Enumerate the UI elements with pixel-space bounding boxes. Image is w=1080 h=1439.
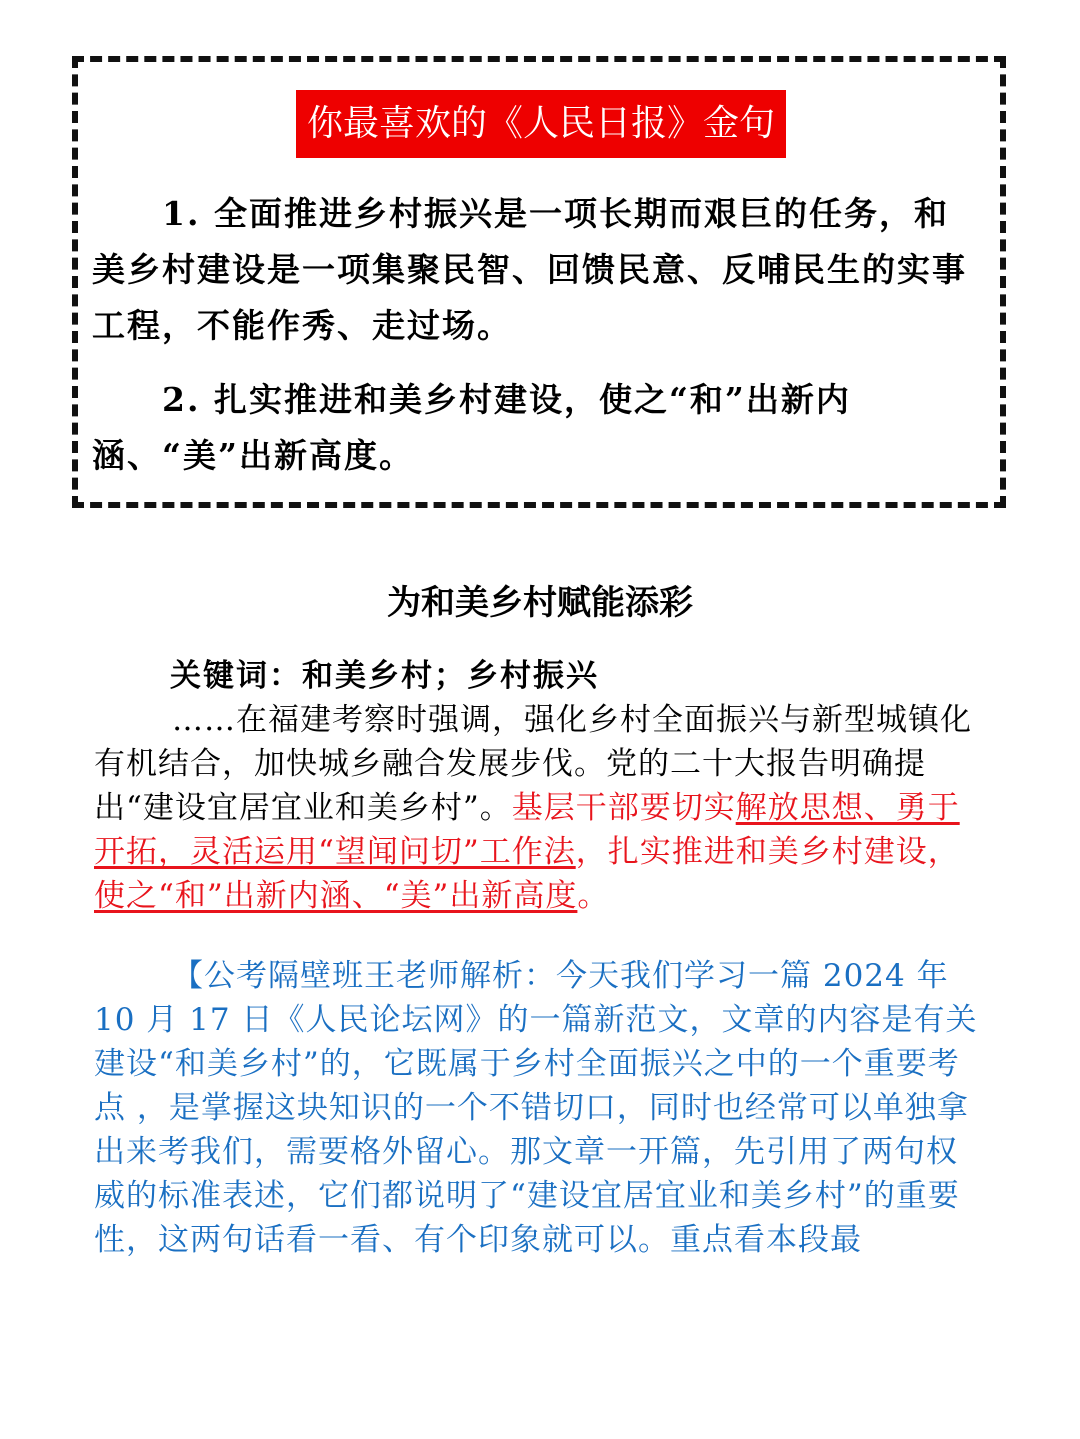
quote-2: 2. 扎实推进和美乡村建设，使之“和”出新内涵、“美”出新高度。	[92, 380, 851, 475]
article-title: 为和美乡村赋能添彩	[387, 583, 693, 623]
emphasis-text: 基层干部要切实	[511, 790, 736, 826]
underlined-emphasis-text: 使之“和”出新内涵、“美”出新高度	[94, 878, 578, 914]
emphasis-text: ，扎实推进和美乡村建设，	[575, 834, 960, 870]
article-keywords: 关键词：和美乡村；乡村振兴	[170, 658, 599, 694]
teacher-analysis: 【公考隔壁班王老师解析：今天我们学习一篇 2024 年 10 月 17 日《人民论坛网》的一篇新范文，文章的内容是有关建设“和美乡村”的，它既属于乡村全面振兴之中的一个重要考点 ，是掌握这块知识的一个不错切口，同时也经常可以单独拿出来考我们，需要格外留心。那文章一开篇，先引用了两句权威的标准表述，它们都说明了“建设宜居宜业和美乡村”的重要性，这两句话看一看、有个印象就可以。重点看本段最	[94, 958, 978, 1258]
emphasis-text: 。	[577, 878, 610, 914]
underlined-emphasis-text: 解放思想、勇于开拓，灵活运用“望闻问切”工作法	[94, 790, 960, 870]
paragraph-text: ……在福建考察时强调，强化乡村全面振兴与新型城镇化有机结合，加快城乡融合发展步伐。党的二十大报告明确提出“建设宜居宜业和美乡村”。	[94, 702, 972, 826]
article-paragraph	[94, 698, 986, 918]
quote-1: 1. 全面推进乡村振兴是一项长期而艰巨的任务，和美乡村建设是一项集聚民智、回馈民意、反哺民生的实事工程，不能作秀、走过场。	[92, 194, 967, 345]
quote-box-header: 你最喜欢的《人民日报》金句	[296, 90, 786, 158]
